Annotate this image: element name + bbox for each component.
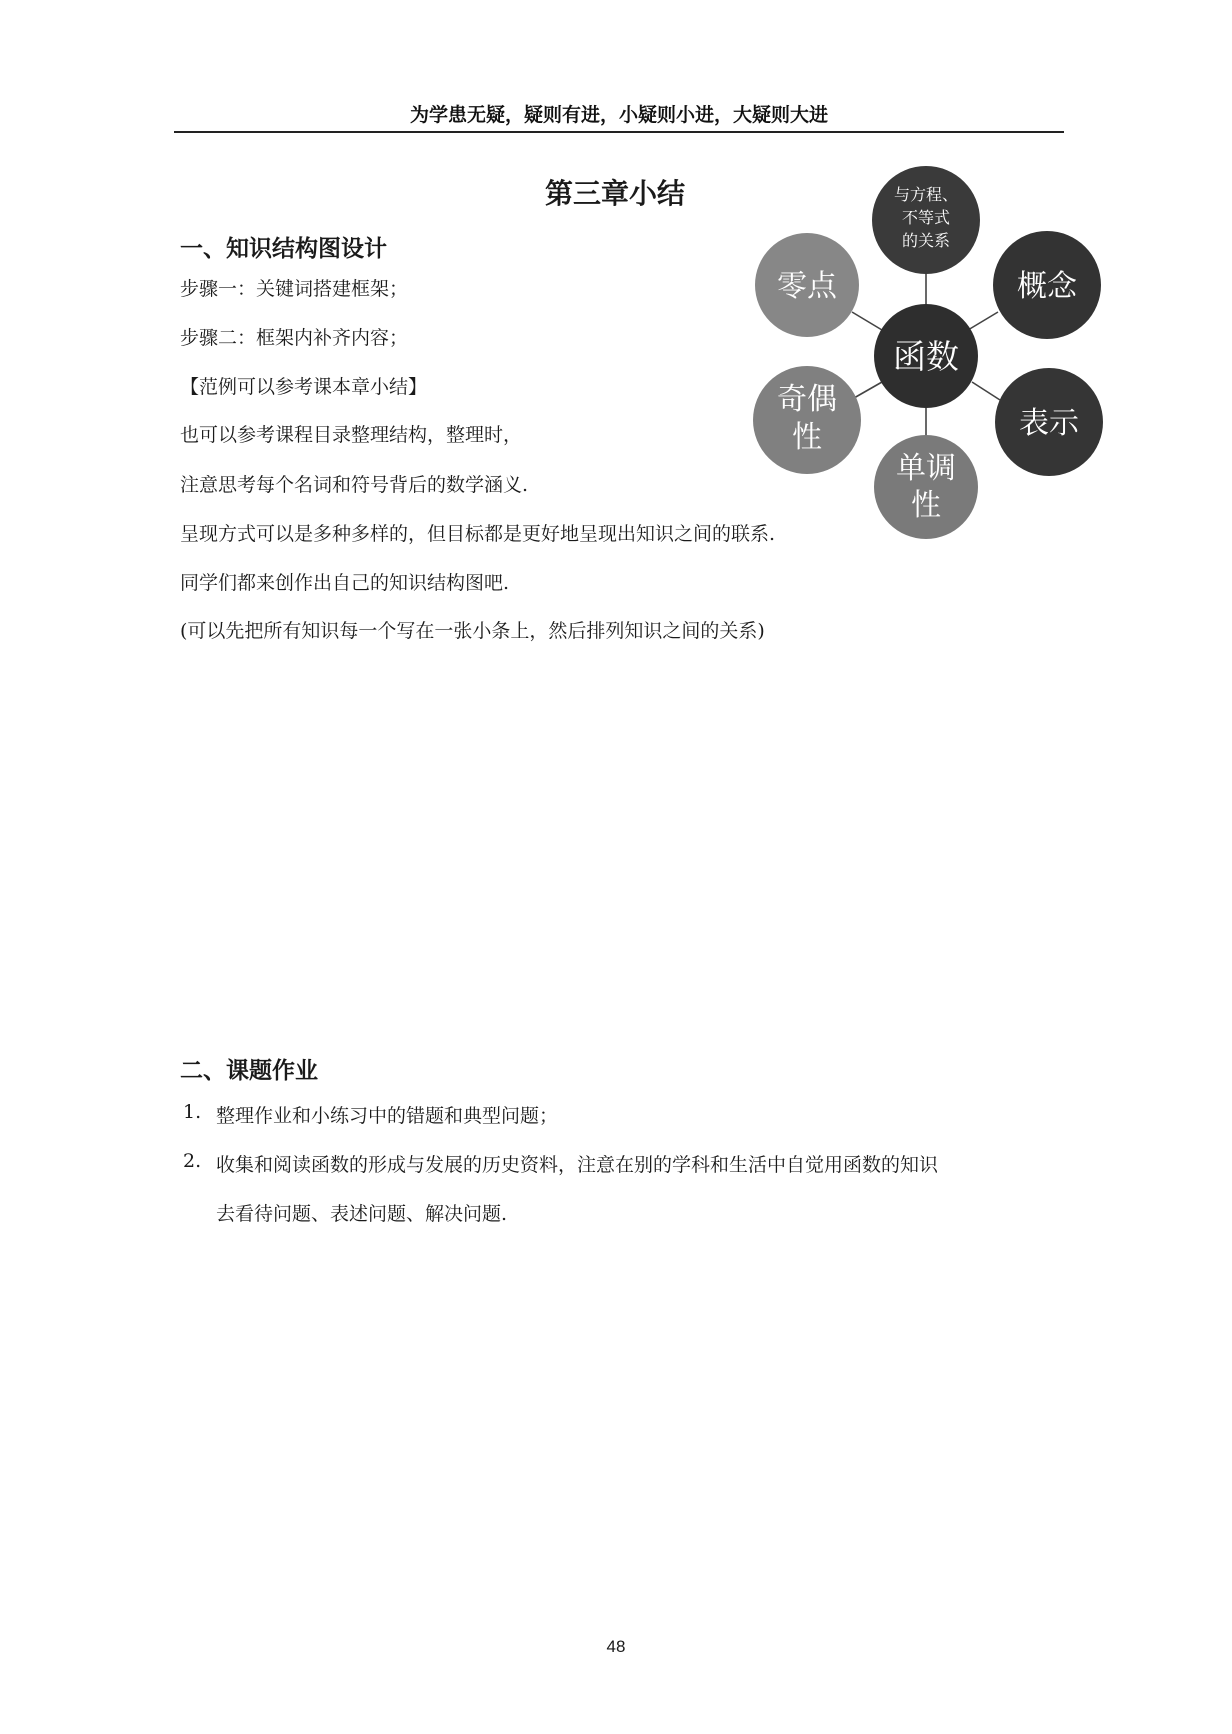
node-upper-left-label: 零点 [777,269,837,304]
node-upper-left [755,233,859,337]
homework-item-text: 整理作业和小练习中的错题和典型问题； [216,1105,559,1127]
node-bottom [874,435,978,539]
node-top-line: 不等式 [901,208,951,227]
node-top [872,166,980,274]
connector-lower-left [854,382,882,398]
node-lower-right [995,368,1103,476]
header-divider [174,131,1064,133]
homework-item-text: 收集和阅读函数的形成与发展的历史资料，注意在别的学科和生活中自觉用函数的知识 [216,1154,939,1176]
node-lower-left-line: 奇偶 [777,382,837,417]
page-title: 第三章小结 [544,177,685,210]
page-header-motto: 为学患无疑，疑则有进，小疑则小进，大疑则大进 [409,104,828,126]
node-lower-left [753,366,861,474]
node-top-line: 的关系 [901,231,951,250]
section1-line: 【范例可以参考课本章小结】 [180,376,428,398]
node-lower-right-label: 表示 [1019,406,1079,441]
section1-line: 呈现方式可以是多种多样的，但目标都是更好地呈现出知识之间的联系. [180,523,776,545]
node-center [874,304,978,408]
section1-line: (可以先把所有知识每一个写在一张小条上，然后排列知识之间的关系) [180,620,765,642]
diagram-svg [742,160,1112,560]
node-upper-right [993,231,1101,339]
page-number: 48 [606,1637,626,1656]
node-bottom-line: 单调 [896,451,956,486]
section1-line: 同学们都来创作出自己的知识结构图吧. [180,572,510,594]
node-bottom-line: 性 [911,488,941,523]
section1-line: 也可以参考课程目录整理结构，整理时， [180,424,523,446]
node-lower-left-line: 性 [792,420,822,455]
section1-line: 步骤二：框架内补齐内容； [180,327,409,349]
connector-lower-right [972,382,1000,400]
section1-heading: 一、知识结构图设计 [180,236,387,262]
node-center-label: 函数 [893,337,959,376]
node-upper-right-label: 概念 [1017,269,1077,304]
section1-line: 注意思考每个名词和符号背后的数学涵义. [180,474,529,496]
section2-heading: 二、课题作业 [180,1058,318,1084]
homework-item-continuation: 去看待问题、表述问题、解决问题. [216,1203,508,1225]
connector-upper-left [852,312,882,330]
homework-item-number: 1. [183,1101,202,1123]
section1-line: 步骤一：关键词搭建框架； [180,278,409,300]
homework-item-number: 2. [183,1150,202,1172]
connector-upper-right [968,312,998,330]
function-knowledge-diagram [742,160,1112,560]
node-top-line: 与方程、 [893,185,959,204]
